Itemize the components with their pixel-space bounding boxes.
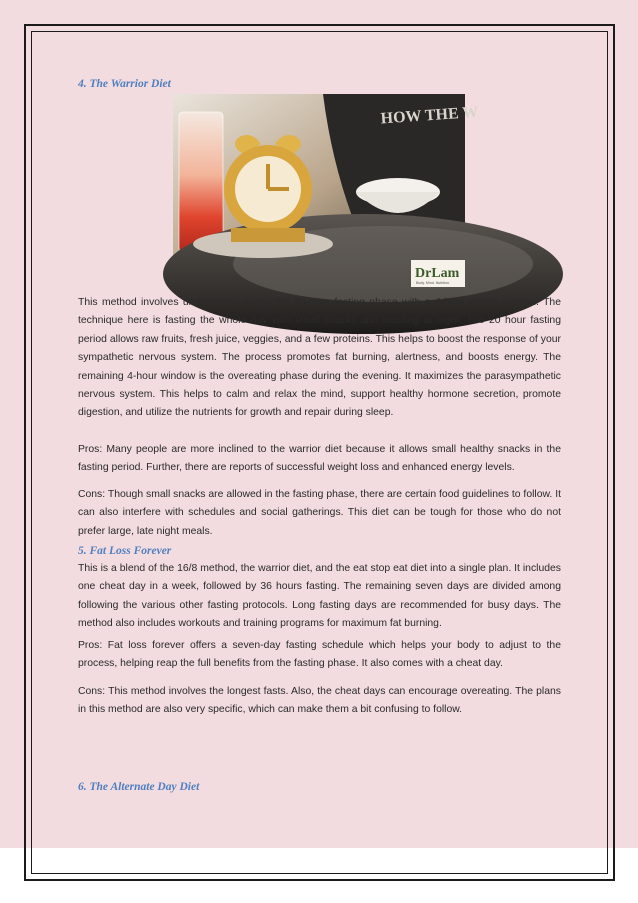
section-heading-fat-loss-forever: 5. Fat Loss Forever: [78, 545, 172, 557]
warrior-diet-pros: Pros: Many people are more inclined to the warrior diet because it allows small healthy snacks in the fasting period. Further, there are reports of successful weight loss and enhanced energy levels.: [78, 444, 561, 474]
warrior-diet-cons: Cons: Though small snacks are allowed in the fasting phase, there are certain food guidelines to follow. It can also interfere with schedules and social gatherings. This diet can be tough for those who do not prefer large, late night meals.: [78, 489, 561, 537]
section-heading-warrior-diet: 4. The Warrior Diet: [78, 78, 171, 90]
fat-loss-forever-pros: Pros: Fat loss forever offers a seven-day fasting schedule which helps your body to adjust to the process, helping reap the full benefits from the fasting phase. It also comes with a cheat day.: [78, 640, 561, 670]
image-logo: DrLam: [415, 266, 460, 281]
warrior-diet-description: This method involves undereating during the 20-hour fasting phase with a 4-hour eating window. The technique here is fasting the whole day with small snacks and feasting at night. The 20 hour fasting period allows raw fruits, fresh juice, veggies, and a few proteins. This helps to boost the response of your sympathetic nervous system. The process promotes fat burning, alertness, and boosts energy. The remaining 4-hour window is the overeating phase during the evening. It maximizes the parasympathetic nervous system. This helps to calm and relax the mind, support healthy hormone secretion, promote digestion, and utilize the nutrients for growth and repair during sleep.: [78, 297, 561, 419]
fat-loss-forever-description: This is a blend of the 16/8 method, the warrior diet, and the eat stop eat diet into a single plan. It includes one cheat day in a week, followed by 36 hours fasting. The remaining seven days are divided among following the various other fasting protocols. Long fasting days are recommended for busy days. The method also includes workouts and training programs for maximum fat burning.: [78, 563, 561, 630]
section-heading-alternate-day-diet: 6. The Alternate Day Diet: [78, 781, 200, 793]
fat-loss-forever-cons: Cons: This method involves the longest fasts. Also, the cheat days can encourage overeating. The plans in this method are also very specific, which can make them a bit confusing to follow.: [78, 686, 561, 716]
warrior-diet-photo: [173, 94, 479, 287]
image-logo-tagline: Body. Mind. Nutrition.: [416, 281, 451, 285]
shirt-print: HOW THE W: [380, 103, 479, 128]
